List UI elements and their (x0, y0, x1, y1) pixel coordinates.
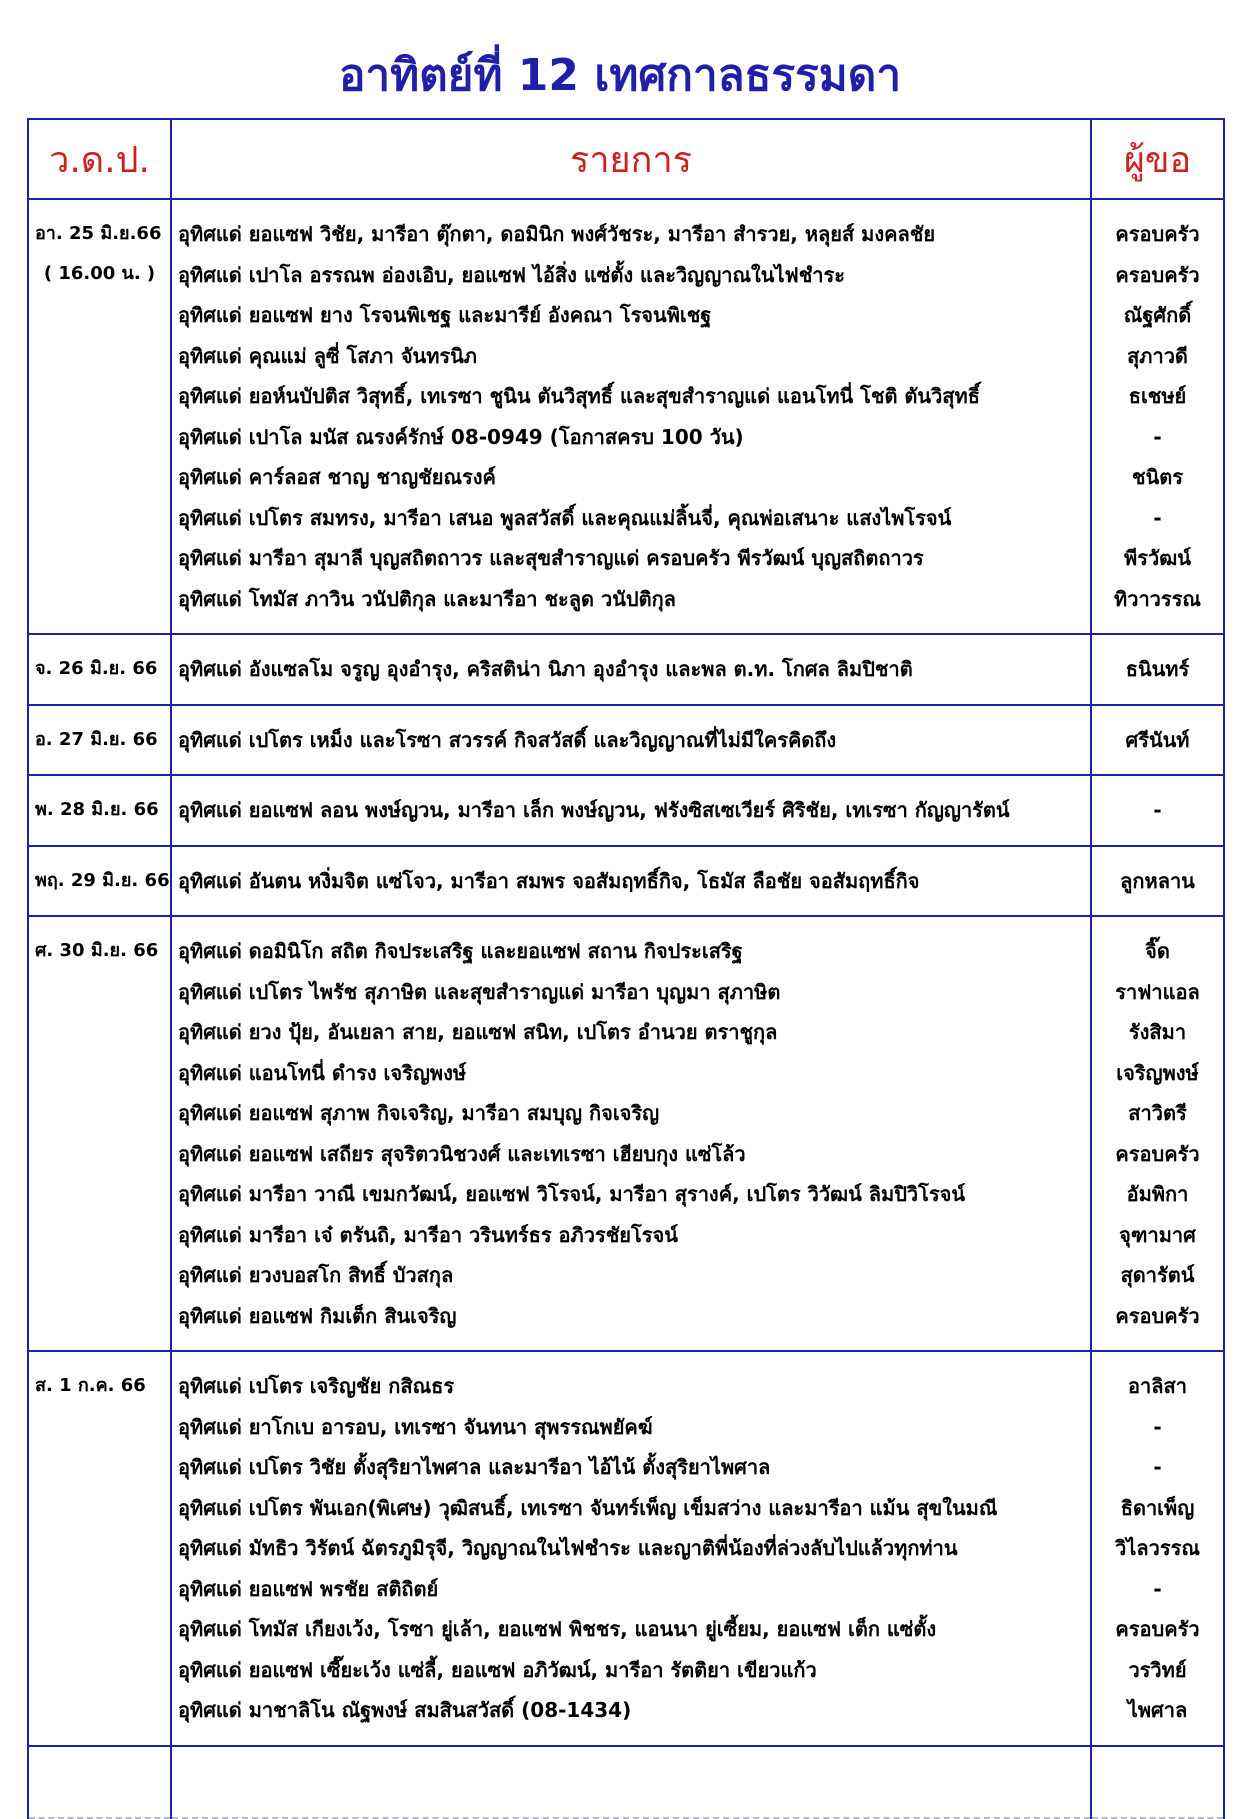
requester-name: อัมพิกา (1126, 1182, 1189, 1206)
requester-name: อาลิสา (1128, 1374, 1187, 1398)
empty-row (28, 1746, 1224, 1818)
empty-cell (1091, 1746, 1224, 1818)
requester-name: ราฟาแอล (1115, 979, 1200, 1004)
requester-name: ครอบครัว (1115, 1303, 1200, 1328)
date-cell (28, 775, 171, 846)
intentions-cell (171, 775, 1091, 846)
intention-line: อุทิศแด่ อังแซลโม จรูญ อุงอำรุง, คริสติน่า นิภา อุงอำรุง และพล ต.ท. โกศล ลิมปิชาติ (178, 657, 913, 681)
requester-name: ครอบครัว (1115, 1617, 1200, 1641)
table-row (28, 916, 1224, 1351)
intention-line: อุทิศแด่ โทมัส เกียงเว้ง, โรซา ยู่เล้า, ยอแซฟ พิชชร, แอนนา ยู่เซี้ยม, ยอแซฟ เต็ก แซ่ตั้ง (178, 1617, 937, 1641)
table-row (28, 775, 1224, 846)
intention-line: อุทิศแด่ มัทธิว วิรัตน์ ฉัตรภูมิรุจี, วิญญาณในไฟชำระ และญาติพี่น้องที่ล่วงลับไปแล้วทุกท่าน (178, 1536, 958, 1560)
requester-name: วรวิทย์ (1128, 1657, 1187, 1682)
requester-name: ณัฐศักดิ์ (1123, 303, 1192, 327)
requester-name: ลูกหลาน (1120, 868, 1195, 893)
intention-line: อุทิศแด่ มารีอา สุมาลี บุญสถิตถาวร และสุขสำราญแด่ ครอบครัว พีรวัฒน์ บุญสถิตถาวร (178, 546, 924, 570)
date-text: พ. 28 มิ.ย. 66 (35, 799, 159, 820)
requester-name: ครอบครัว (1115, 262, 1200, 287)
table-body (28, 199, 1224, 1818)
intention-line: อุทิศแด่ ยอแซฟ สุภาพ กิจเจริญ, มารีอา สมบุญ กิจเจริญ (178, 1101, 660, 1125)
intention-line: อุทิศแด่ ยอห์นบัปติส วิสุทธิ์, เทเรซา ชูนิน ตันวิสุทธิ์ และสุขสำราญแด่ แอนโทนี่ โชติ ตันวิสุทธิ์ (178, 384, 980, 408)
intention-line: อุทิศแด่ ยวง ปุ้ย, อันเยลา สาย, ยอแซฟ สนิท, เปโตร อำนวย ตราชูกุล (178, 1020, 778, 1044)
requester-name: ครอบครัว (1115, 222, 1200, 246)
intentions-cell (171, 1351, 1091, 1746)
requester-name: ชนิตร (1132, 465, 1183, 489)
requester-name: - (1153, 1414, 1162, 1439)
requester-name: จิ๊ด (1145, 939, 1170, 963)
requester-cell (1091, 705, 1224, 776)
requester-name: ครอบครัว (1115, 1141, 1200, 1166)
requester-name: สาวิตรี (1128, 1101, 1187, 1125)
date-text: อ. 27 มิ.ย. 66 (35, 728, 158, 750)
intention-line: อุทิศแด่ เปโตร สมทรง, มารีอา เสนอ พูลสวัสดิ์ และคุณแม่ลิ้นจี่, คุณพ่อเสนาะ แสงไพโรจน์ (178, 505, 952, 530)
intentions-cell (171, 634, 1091, 705)
intention-line: อุทิศแด่ ดอมินิโก สถิต กิจประเสริฐ และยอแซฟ สถาน กิจประเสริฐ (178, 939, 743, 963)
requester-name: พีรวัฒน์ (1124, 546, 1191, 570)
intention-line: อุทิศแด่ ยอแซฟ วิชัย, มารีอา ตุ๊กตา, ดอมินิก พงศ์วัชระ, มารีอา สำรวย, หลุยส์ มงคลชัย (178, 222, 936, 246)
date-text: ศ. 30 มิ.ย. 66 (35, 940, 159, 961)
requester-name: สุภาวดี (1127, 343, 1188, 368)
requester-name: เจริญพงษ์ (1116, 1060, 1199, 1085)
intention-line: อุทิศแด่ มารีอา วาณี เขมกวัฒน์, ยอแซฟ วิโรจน์, มารีอา สุรางค์, เปโตร วิวัฒน์ ลิมปิวิโรจน์ (178, 1182, 966, 1206)
header-requester: ผู้ขอ (1091, 119, 1224, 199)
intention-line: อุทิศแด่ เปโตร ไพรัช สุภาษิต และสุขสำราญแด่ มารีอา บุญมา สุภาษิต (178, 979, 781, 1004)
requester-cell (1091, 916, 1224, 1351)
mass-intentions-table (27, 118, 1225, 1819)
requester-name: - (1153, 1455, 1162, 1479)
intentions-cell (171, 705, 1091, 776)
date-cell (28, 1351, 171, 1746)
intention-line: อุทิศแด่ เปโตร พันเอก(พิเศษ) วุฒิสนธิ์, เทเรซา จันทร์เพ็ญ เข็มสว่าง และมารีอา แม้น สุขในมณี (178, 1495, 998, 1520)
intention-line: อุทิศแด่ โทมัส ภาวิน วนัปติกุล และมารีอา ชะลูด วนัปติกุล (178, 586, 676, 611)
intention-line: อุทิศแด่ มาชาลิโน ณัฐพงษ์ สมสินสวัสดิ์ (08-1434) (178, 1698, 632, 1722)
intention-line: อุทิศแด่ ยาโกเบ อารอบ, เทเรซา จันทนา สุพรรณพยัคฆ์ (178, 1414, 653, 1439)
table-row (28, 634, 1224, 705)
date-cell (28, 846, 171, 917)
date-cell (28, 705, 171, 776)
date-cell (28, 199, 171, 634)
intention-line: อุทิศแด่ เปโตร วิชัย ตั้งสุริยาไพศาล และมารีอา ไอ้ไน้ ตั้งสุริยาไพศาล (178, 1455, 771, 1479)
header-date: ว.ด.ป. (28, 119, 171, 199)
requester-cell (1091, 199, 1224, 634)
intention-line: อุทิศแด่ เปาโล อรรณพ อ่องเอิบ, ยอแซฟ ไอ้สิ่ง แซ่ตั้ง และวิญญาณในไฟชำระ (178, 262, 845, 287)
requester-name: ศรีนันท์ (1125, 727, 1190, 752)
requester-name: - (1153, 505, 1162, 530)
page-title: อาทิตย์ที่ 12 เทศกาลธรรมดา (338, 50, 902, 101)
requester-name: - (1153, 1576, 1162, 1601)
requester-name: - (1153, 424, 1162, 449)
table-row (28, 846, 1224, 917)
requester-name: ธนินทร์ (1125, 657, 1190, 681)
time-text: ( 16.00 น. ) (43, 263, 156, 284)
intention-line: อุทิศแด่ คุณแม่ ลูซี่ โสภา จันทรนิภ (178, 343, 477, 368)
date-cell (28, 634, 171, 705)
intention-line: อุทิศแด่ คาร์ลอส ชาญ ชาญชัยณรงค์ (178, 465, 496, 489)
table-row (28, 705, 1224, 776)
intention-line: อุทิศแด่ เปาโล มนัส ณรงค์รักษ์ 08-0949 (โอกาสครบ 100 วัน) (178, 424, 744, 449)
requester-cell (1091, 846, 1224, 917)
requester-name: ธเชษย์ (1128, 384, 1187, 408)
date-text: จ. 26 มิ.ย. 66 (35, 658, 158, 679)
requester-cell (1091, 634, 1224, 705)
intention-line: อุทิศแด่ เปโตร เจริญชัย กสิณธร (178, 1374, 455, 1398)
intention-line: อุทิศแด่ ยวงบอสโก สิทธิ์ บัวสกุล (178, 1263, 454, 1287)
table-row (28, 1351, 1224, 1746)
requester-name: - (1153, 798, 1162, 822)
header-items: รายการ (171, 119, 1091, 199)
table-row (28, 199, 1224, 634)
intention-line: อุทิศแด่ ยอแซฟ ยาง โรจนพิเชฐ และมารีย์ อังคณา โรจนพิเชฐ (178, 303, 712, 327)
requester-name: สุดารัตน์ (1120, 1263, 1195, 1287)
intentions-cell (171, 916, 1091, 1351)
date-text: ส. 1 ก.ค. 66 (35, 1375, 146, 1396)
intention-line: อุทิศแด่ เปโตร เหม็ง และโรซา สวรรค์ กิจสวัสดิ์ และวิญญาณที่ไม่มีใครคิดถึง (178, 727, 837, 752)
intention-line: อุทิศแด่ ยอแซฟ เสถียร สุจริตวนิชวงศ์ และเทเรซา เฮียบกุง แซ่โล้ว (178, 1141, 746, 1166)
date-text: อา. 25 มิ.ย.66 (35, 223, 162, 244)
requester-name: ธิดาเพ็ญ (1120, 1495, 1195, 1520)
requester-name: จุฑามาศ (1119, 1222, 1196, 1247)
requester-name: วิไลวรรณ (1115, 1536, 1200, 1560)
header-row (28, 119, 1224, 199)
intention-line: อุทิศแด่ มารีอา เจ๋ ตรันถิ, มารีอา วรินทร์ธร อภิวรชัยโรจน์ (178, 1222, 678, 1247)
requester-name: ไพศาล (1127, 1698, 1188, 1722)
requester-name: รังสิมา (1128, 1020, 1187, 1044)
intention-line: อุทิศแด่ แอนโทนี่ ดำรง เจริญพงษ์ (178, 1060, 467, 1085)
requester-cell (1091, 1351, 1224, 1746)
intention-line: อุทิศแด่ ยอแซฟ พรชัย สติถิตย์ (178, 1576, 439, 1601)
intention-line: อุทิศแด่ ยอแซฟ เซี๊ยะเว้ง แซ่ลี้, ยอแซฟ อภิวัฒน์, มารีอา รัตติยา เขียวแก้ว (178, 1657, 817, 1682)
intention-line: อุทิศแด่ ยอแซฟ กิมเต็ก สินเจริญ (178, 1303, 457, 1328)
intentions-cell (171, 199, 1091, 634)
requester-cell (1091, 775, 1224, 846)
date-text: พฤ. 29 มิ.ย. 66 (35, 869, 170, 891)
empty-cell (28, 1746, 171, 1818)
intentions-cell (171, 846, 1091, 917)
intention-line: อุทิศแด่ ยอแซฟ ลอน พงษ์ญวน, มารีอา เล็ก พงษ์ญวน, ฟรังซิสเซเวียร์ ศิริชัย, เทเรซา กัญญารัตน์ (178, 798, 1010, 822)
date-cell (28, 916, 171, 1351)
empty-cell (171, 1746, 1091, 1818)
requester-name: ทิวาวรรณ (1114, 586, 1201, 611)
intention-line: อุทิศแด่ อันตน หงิ่มจิต แซ่โจว, มารีอา สมพร จอสัมฤทธิ์กิจ, โธมัส ลือชัย จอสัมฤทธิ์กิจ (178, 868, 920, 893)
